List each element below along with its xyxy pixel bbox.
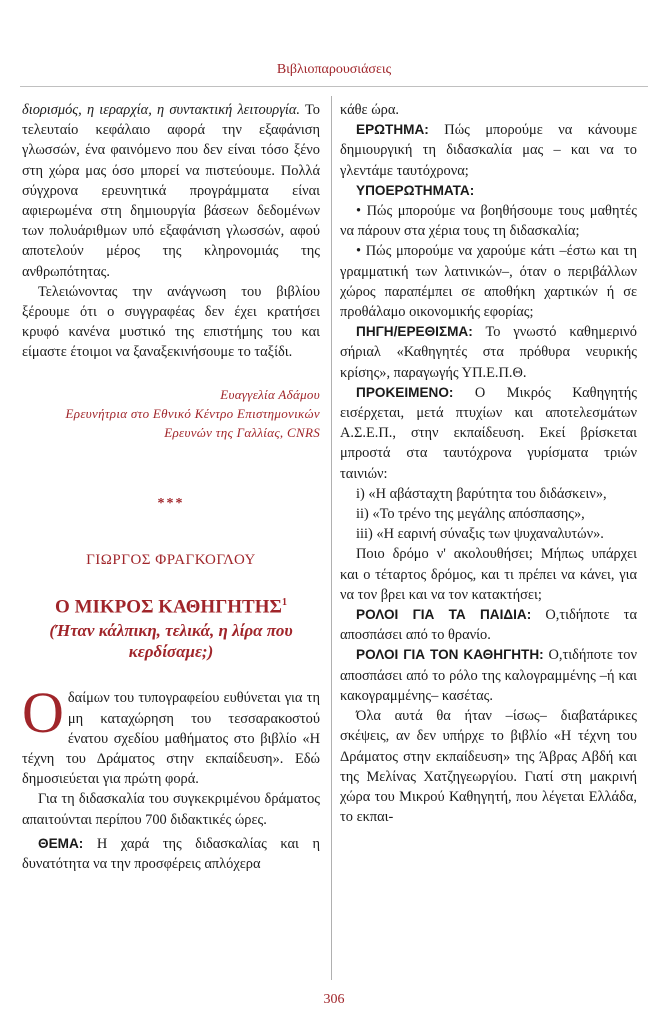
footnote-marker: 1 [281,597,287,609]
film-item: i) «Η αβάσταχτη βαρύτητα του διδάσκειν», [356,485,607,502]
question-text: Πώς μπορούμε να κάνουμε δημιουργική τη διδασκαλία μας – και να το γλεντάμε ταυτόχρονα; [340,122,637,179]
roles-kids-text: Ο,τιδήποτε τα αποσπάσει από το θρανίο. [340,607,637,644]
signature-name: Ευαγγελία Αδάμου [220,386,320,402]
paragraph-final: Όλα αυτά θα ήταν –ίσως– διαβατάρικες σκέψεις, αν δεν υπήρχε το βιβλίο «Η τέχνη του Δράματος στην εκπαίδευση» της Άβρας Αβδή και της Μελίνας Χατζηγεωργίου. Γιατί στη μακρινή χώρα του Μικρού Καθηγητή, που λέγεται Ελλάδα, το εκπαι- [340,708,637,826]
paragraph-question [340,120,637,181]
review-signature [22,385,320,442]
article-title [22,592,320,618]
opening-paragraph [22,680,320,789]
film-item: ii) «Το τρένο της μεγάλης απόσπασης», [356,506,585,523]
subject-text: Ο Μικρός Καθηγητής εισέρχεται, μετά πτυχίων και αποτελεσμάτων Α.Σ.Ε.Π., στην εκπαίδευση. Εκεί βρίσκεται μπροστά στα ταυτόχρονα γυρίσματα τριών ταινιών: [340,384,637,482]
paragraph-intro-cont [22,100,320,282]
paragraph-closing: Τελειώνοντας την ανάγνωση του βιβλίου ξέρουμε ότι ο συγγραφέας δεν έχει κρατήσει κρυφό κανένα μυστικό της επιστήμης του και είμαστε έτοιμοι να ξαναξεκινήσουμε το ταξίδι. [22,283,320,361]
list-item: • Πώς μπορούμε να χαρούμε κάτι –έστω και τη γραμματική των λατινικών–, όταν ο περιβάλλων χώρος παραπέμπει σε αποθήκη χαρτικών ή σε προθάλαμο οικονομικής εφορίας; [340,243,637,321]
left-column [22,100,320,874]
roles-teacher-text: Ο,τιδήποτε τον αποσπάσει από το ρόλο της καλογραμμένης –ή και κακογραμμένης– κασέτας. [340,647,637,704]
roles-kids-label: ΡΟΛΟΙ ΓΙΑ ΤΑ ΠΑΙΔΙΑ: [356,607,532,623]
opening-text: δαίμων του τυπογραφείου ευθύνεται για τη μη καταχώρηση του τεσσαρακοστού ένατου σχεδίου μαθήματος στο βιβλίο «Η τέχνη του Δράματος στην εκπαίδευση». Εδώ δημοσιεύεται για πρώτη φορά. [22,690,320,788]
right-column [340,100,637,827]
subquestion-list [340,201,637,322]
article-author: ΓΙΩΡΓΟΣ ΦΡΑΓΚΟΓΛΟΥ [86,551,256,568]
source-text: Το γνωστό καθημερινό σήριαλ «Καθηγητές στα πρόθυρα νευρικής κρίσης», παραγωγής ΥΠ.Ε.Π.Θ. [340,324,637,381]
source-label: ΠΗΓΗ/ΕΡΕΘΙΣΜΑ: [356,324,473,340]
header-rule [20,86,648,87]
subquestions-heading [340,181,637,201]
paragraph-roles-teacher [340,645,637,706]
drop-cap: Ο [22,680,64,746]
paragraph-hours: Για τη διδασκαλία του συγκεκριμένου δράματος απαιτούνται περίπου 700 διδακτικές ώρες. [22,791,320,828]
film-item: iii) «Η εαρινή σύναξις των ψυχαναλυτών». [356,526,604,543]
article-subtitle: (Ήταν κάλπικη, τελικά, η λίρα που κερδίσαμε;) [49,621,293,662]
paragraph-roles-kids [340,605,637,645]
subquestions-label: ΥΠΟΕΡΩΤΗΜΑΤΑ: [356,182,475,198]
paragraph-road: Ποιο δρόμο ν' ακολουθήσει; Μήπως υπάρχει και ο τέταρτος δρόμος, και τι πρέπει να κάνει, για να τον βρει και να τον κατακτήσει; [340,546,637,603]
column-divider [331,96,332,980]
signature-role: Ερευνήτρια στο Εθνικό Κέντρο Επιστημονικών Ερευνών της Γαλλίας, CNRS [65,405,320,440]
list-item: • Πώς μπορούμε να βοηθήσουμε τους μαθητές να πάρουν στα χέρια τους τη διδασκαλία; [340,203,637,240]
page-number: 306 [323,992,345,1007]
title-text: Ο ΜΙΚΡΟΣ ΚΑΘΗΓΗΤΗΣ [55,596,282,618]
roles-teacher-label: ΡΟΛΟΙ ΓΙΑ ΤΟΝ ΚΑΘΗΓΗΤΗ: [356,647,544,663]
paragraph-text: Το τελευταίο κεφάλαιο αφορά την εξαφάνιση γλωσσών, ένα φαινόμενο που δεν είναι τόσο ξένο στη χώρα μας όσο μπορεί να πιστεύουμε. Πολλά σύγχρονα ερευνητικά προγράμματα είναι αφιερωμένα στη δημιουργία βάσεων δεδομένων των πολυάριθμων υπό εξαφάνιση γλωσσών, αφού αποτελούν μέρος της κληρονομιάς της ανθρωπότητας. [22,102,320,280]
theme-text: Η χαρά της διδασκαλίας και η δυνατότητα να την προσφέρεις απλόχερα [22,835,320,872]
question-label: ΕΡΩΤΗΜΑ: [356,122,429,138]
theme-label: ΘΕΜΑ: [38,835,84,851]
subject-label: ΠΡΟΚΕΙΜΕΝΟ: [356,384,454,400]
paragraph-theme [22,834,320,874]
section-separator: *** [157,495,185,511]
paragraph-cont: κάθε ώρα. [340,102,399,118]
section-header: Βιβλιοπαρουσιάσεις [276,62,392,77]
italic-terms: διορισμός, η ιεραρχία, η συντακτική λειτουργία. [22,102,301,118]
paragraph-source [340,322,637,383]
paragraph-subject [340,383,637,484]
